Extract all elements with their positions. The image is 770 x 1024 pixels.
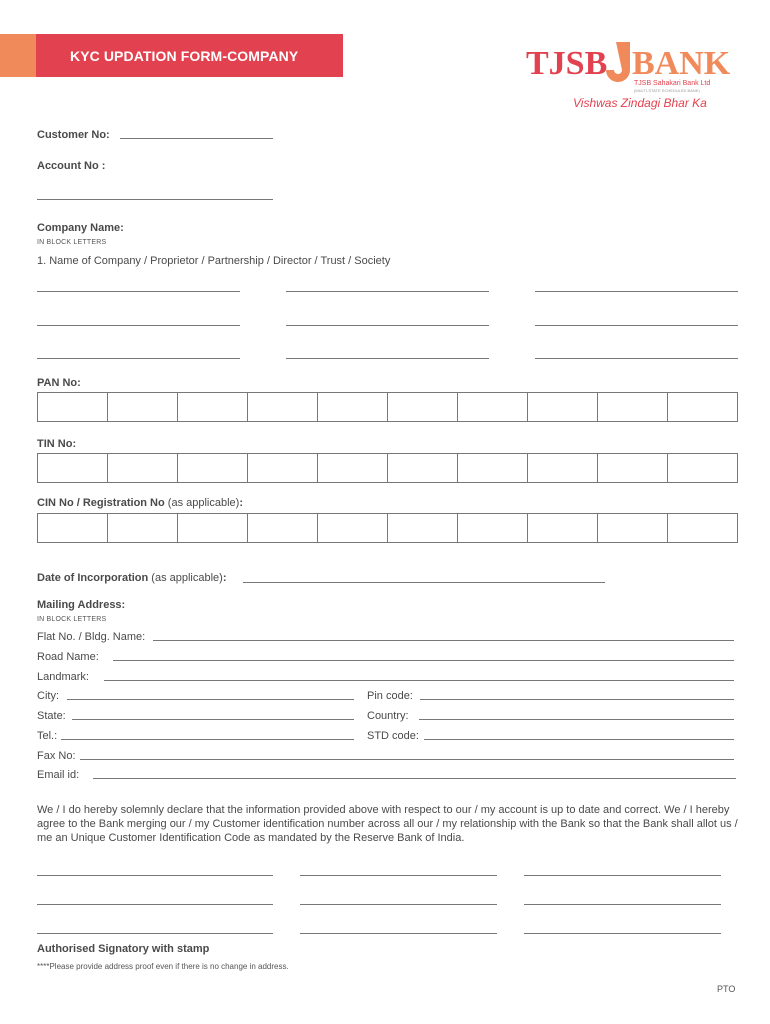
- mailing-address-label: Mailing Address:: [37, 599, 126, 611]
- signature-line[interactable]: [524, 875, 721, 876]
- pin-field[interactable]: [420, 699, 734, 700]
- tin-label: TIN No:: [37, 438, 77, 450]
- name-field[interactable]: [535, 325, 738, 326]
- name-field[interactable]: [535, 358, 738, 359]
- company-name-label: Company Name:: [37, 222, 124, 234]
- block-letters-note: IN BLOCK LETTERS: [37, 239, 107, 246]
- name-field[interactable]: [37, 325, 240, 326]
- name-field[interactable]: [37, 291, 240, 292]
- form-title: KYC UPDATION FORM-COMPANY: [70, 48, 299, 64]
- bank-logo: [522, 38, 738, 96]
- country-label: Country:: [367, 710, 409, 722]
- name-field[interactable]: [286, 291, 489, 292]
- email-label: Email id:: [37, 769, 80, 781]
- landmark-label: Landmark:: [37, 671, 89, 683]
- address-proof-note: ****Please provide address proof even if there is no change in address.: [37, 962, 289, 971]
- std-field[interactable]: [424, 739, 734, 740]
- signature-line[interactable]: [524, 933, 721, 934]
- account-no-label: Account No :: [37, 160, 106, 172]
- signature-line[interactable]: [300, 904, 497, 905]
- cin-label: CIN No / Registration No (as applicable):: [37, 497, 243, 509]
- name-field[interactable]: [37, 358, 240, 359]
- state-label: State:: [37, 710, 66, 722]
- doi-label: Date of Incorporation (as applicable):: [37, 572, 227, 584]
- names-heading: 1. Name of Company / Proprietor / Partnership / Director / Trust / Society: [37, 255, 391, 267]
- signatory-label: Authorised Signatory with stamp: [37, 943, 210, 955]
- signature-line[interactable]: [300, 875, 497, 876]
- customer-no-field[interactable]: [120, 138, 273, 139]
- doi-field[interactable]: [243, 582, 605, 583]
- tin-boxes[interactable]: [37, 453, 738, 483]
- logo-bank: BANK: [632, 45, 731, 82]
- tel-field[interactable]: [61, 739, 354, 740]
- name-field[interactable]: [286, 358, 489, 359]
- flat-label: Flat No. / Bldg. Name:: [37, 631, 146, 643]
- declaration-text: We / I do hereby solemnly declare that the information provided above with respect to our / my account is up to date and correct. We / I hereby agree to the Bank merging our / my Customer identification number across all our / my relationship with the Bank so that the Bank shall allot us / me an Unique Customer Identification Code as mandated by the Reserve Bank of India.: [37, 804, 738, 844]
- signature-line[interactable]: [524, 904, 721, 905]
- city-label: City:: [37, 690, 59, 702]
- cin-boxes[interactable]: [37, 513, 738, 543]
- std-label: STD code:: [367, 730, 419, 742]
- logo-j-mark: [606, 42, 630, 82]
- landmark-field[interactable]: [104, 680, 734, 681]
- signature-line[interactable]: [37, 933, 273, 934]
- country-field[interactable]: [419, 719, 734, 720]
- fax-label: Fax No:: [37, 750, 76, 762]
- state-field[interactable]: [72, 719, 354, 720]
- pan-boxes[interactable]: [37, 392, 738, 422]
- fax-field[interactable]: [80, 759, 734, 760]
- logo-subtitle: TJSB Sahakari Bank Ltd: [634, 80, 711, 87]
- road-field[interactable]: [113, 660, 734, 661]
- logo-tjsb: TJSB: [526, 45, 608, 82]
- logo-small: (MULTI-STATE SCHEDULED BANK): [634, 88, 700, 93]
- pin-label: Pin code:: [367, 690, 413, 702]
- name-field[interactable]: [535, 291, 738, 292]
- tel-label: Tel.:: [37, 730, 58, 742]
- signature-line[interactable]: [37, 875, 273, 876]
- signature-line[interactable]: [300, 933, 497, 934]
- pto-label: PTO: [717, 984, 736, 994]
- pan-label: PAN No:: [37, 377, 81, 389]
- road-label: Road Name:: [37, 651, 99, 663]
- block-letters-note: IN BLOCK LETTERS: [37, 616, 107, 623]
- tagline: Vishwas Zindagi Bhar Ka: [573, 96, 707, 110]
- signature-line[interactable]: [37, 904, 273, 905]
- flat-field[interactable]: [153, 640, 734, 641]
- email-field[interactable]: [93, 778, 736, 779]
- account-no-field[interactable]: [37, 199, 273, 200]
- customer-no-label: Customer No:: [37, 129, 110, 141]
- name-field[interactable]: [286, 325, 489, 326]
- city-field[interactable]: [67, 699, 354, 700]
